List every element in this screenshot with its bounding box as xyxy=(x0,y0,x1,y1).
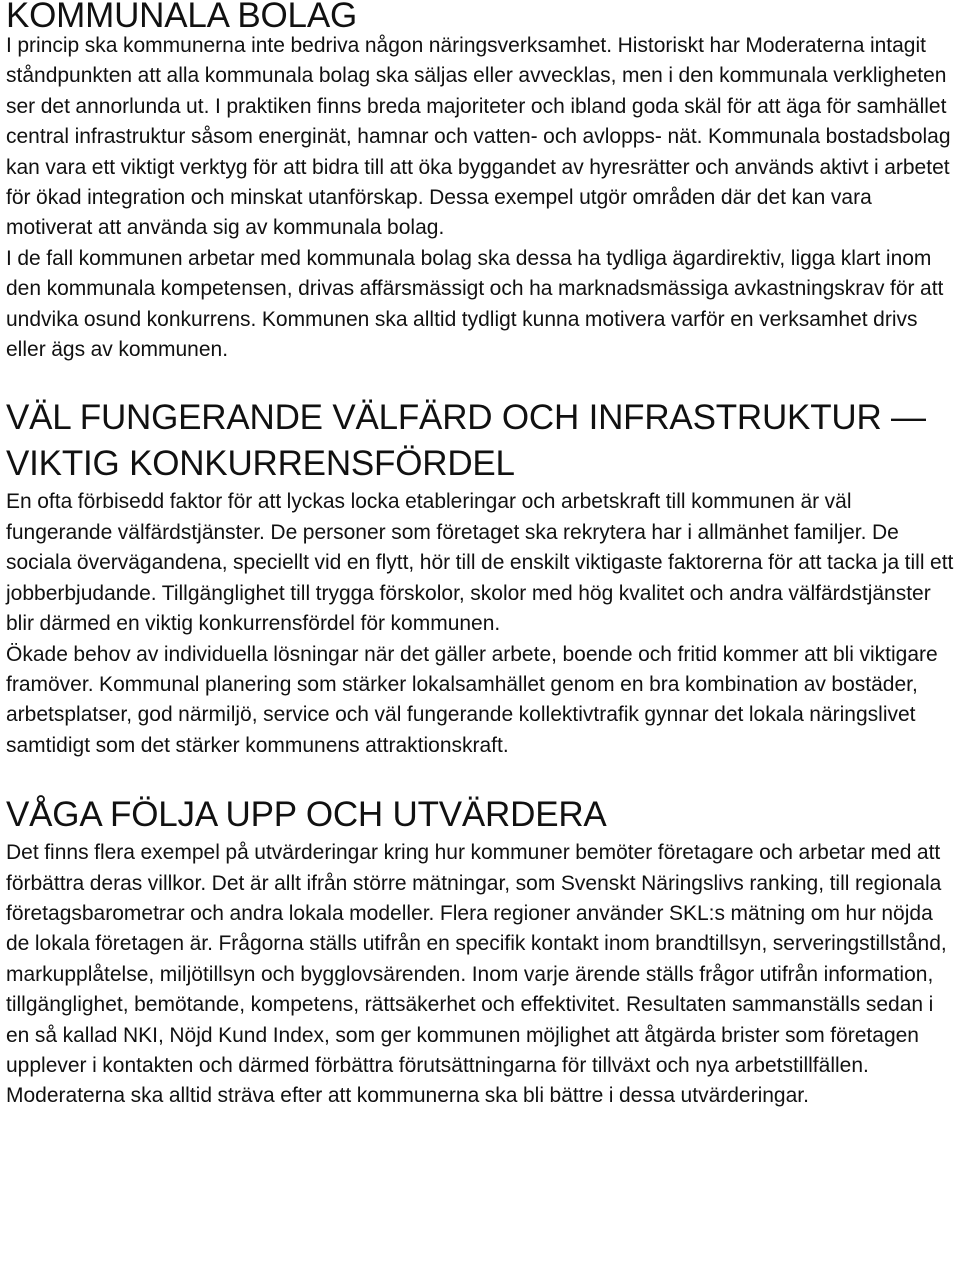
paragraph: I de fall kommunen arbetar med kommunala bolag ska dessa ha tydliga ägardirektiv, ligga klart inom den kommunala kompetensen, drivas affärsmässigt och ha marknadsmässiga avkastningskrav för att undvika osund konkurrens. Kommunen ska alltid tydligt kunna motivera varför en verksamhet drivs eller ägs av kommunen. xyxy=(6,246,944,362)
section-title-valfard-infrastruktur: VÄL FUNGERANDE VÄLFÄRD OCH INFRASTRUKTUR — VIKTIG KONKURRENSFÖRDEL xyxy=(6,398,926,484)
paragraph: Ökade behov av individuella lösningar när det gäller arbete, boende och fritid kommer att bli viktigare framöver. Kommunal planering som stärker lokalsamhället genom en bra kombination av bostäder, arbetsplatser, god närmiljö, service och väl fungerande kollektivtrafik gynnar det lokala näringslivet samtidigt som det stärker kommunens attraktionskraft. xyxy=(6,642,938,757)
paragraph: En ofta förbisedd faktor för att lyckas locka etableringar och arbetskraft till kommunen är väl fungerande välfärdstjänster. De personer som företaget ska rekrytera har i allmänhet familjer. De sociala övervägandena, speciellt vid en flytt, hör till de enskilt viktigaste faktorerna för att tacka ja till ett jobberbjudande. Tillgänglighet till trygga förskolor, skolor med hög kvalitet och andra välfärdstjänster blir därmed en viktig konkurrensfördel för kommunen. xyxy=(6,490,954,636)
document-page xyxy=(6,0,956,1112)
paragraph: I princip ska kommunerna inte bedriva någon näringsverksamhet. Historiskt har Moderaterna intagit ståndpunkten att alla kommunala bolag ska säljas eller avvecklas, men i den kommunala verkligheten ser det annorlunda ut. I praktiken finns breda majoriteter och ibland goda skäl för att äga för samhället central infrastruktur såsom energinät, hamnar och vatten- och avlopps- nät. Kommunala bostadsbolag kan vara ett viktigt verktyg för att bidra till att öka byggandet av hyresrätter och används aktivt i arbetet för ökad integration och minskat utanförskap. Dessa exempel utgör områden där det kan vara motiverat att använda sig av kommunala bolag. xyxy=(6,34,951,240)
paragraph: Det finns flera exempel på utvärderingar kring hur kommuner bemöter företagare och arbetar med att förbättra deras villkor. Det är allt ifrån större mätningar, som Svenskt Näringslivs ranking, till regionala företagsbarometrar och andra lokala modeller. Flera regioner använder SKL:s mätning om hur nöjda de lokala företagen är. Frågorna ställs utifrån en specifik kontakt inom brandtillsyn, serveringstillstånd, markupplåtelse, miljötillsyn och bygglovsärenden. Inom varje ärende ställs frågor utifrån information, tillgänglighet, bemötande, kompetens, rättsäkerhet och effektivitet. Resultaten sammanställs sedan i en så kallad NKI, Nöjd Kund Index, som ger kommunen möjlighet att åtgärda brister som företagen upplever i kontakten och därmed förbättra förutsättningarna för tillväxt och nya arbetstillfällen. Moderaterna ska alltid sträva efter att kommunerna ska bli bättre i dessa utvärderingar. xyxy=(6,841,947,1108)
section-title-kommunala-bolag: KOMMUNALA BOLAG xyxy=(6,0,357,35)
section-title-folja-upp-utvardera: VÅGA FÖLJA UPP OCH UTVÄRDERA xyxy=(6,795,607,835)
